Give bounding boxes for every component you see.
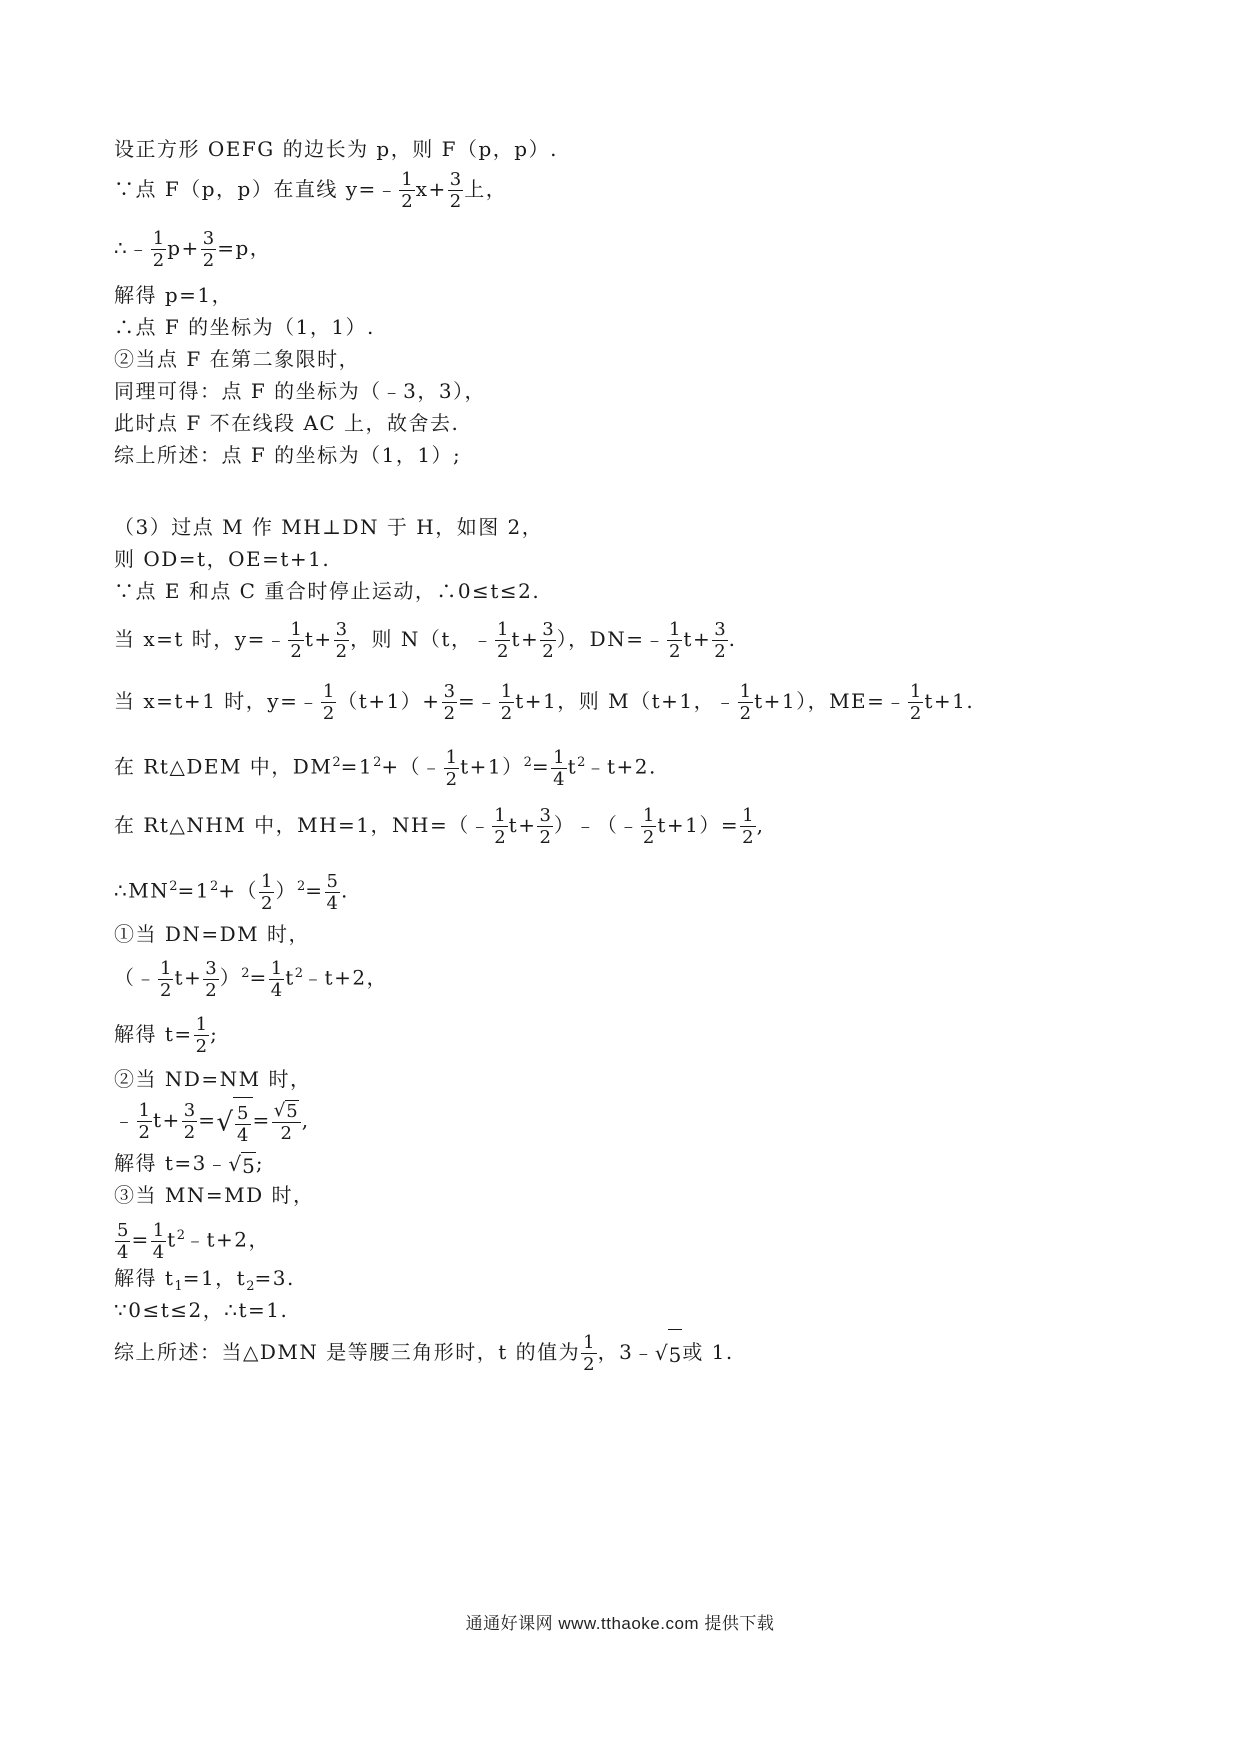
text-line: ∵0≤t≤2，∴t=1.: [114, 1298, 289, 1322]
fraction: $\frac{5}{4}$: [326, 870, 338, 914]
fraction: $\frac{1}{2}$: [401, 169, 413, 212]
fraction: $\frac{3}{2}$: [183, 1100, 196, 1143]
fraction: $\frac{1}{2}$: [138, 1100, 150, 1143]
fraction: $\frac{3}{2}$: [542, 619, 554, 662]
fraction: $\frac{1}{4}$: [553, 746, 565, 790]
fraction: $\frac{1}{2}$: [583, 1332, 595, 1375]
fraction: $\frac{1}{2}$: [642, 805, 655, 848]
text-line: （﹣ $\frac{1}{2}$ t+ $\frac{3}{2}$ ）$^2$= $\frac{1}{4}$ $t^2﹣t+2$，: [114, 957, 389, 1001]
fraction: $\frac{3}{2}$: [449, 169, 462, 212]
fraction: $\frac{1}{2}$: [445, 746, 458, 790]
text-line: 此时点 F 不在线段 AC 上，故舍去.: [114, 411, 460, 435]
text-line: （3）过点 M 作 MH⊥DN 于 H，如图 2，: [114, 515, 544, 539]
text-line: 当 x=t+1 时，y=﹣ $\frac{1}{2}$ （t+1）+ $\frac{3}{2}$ =﹣ $\frac{1}{2}$ t+1，则 M（t+1，﹣ $\frac{1}{2}$ t+1），ME=﹣ $\frac{1}{2}$ t+1.: [114, 681, 975, 724]
square-root: √5: [228, 1151, 255, 1178]
fraction: $\frac{1}{2}$: [261, 870, 273, 914]
fraction: $\frac{1}{2}$: [668, 619, 681, 662]
fraction: $\frac{3}{2}$: [714, 619, 726, 662]
fraction: $\frac{1}{2}$: [290, 619, 302, 662]
text-line: 解得 $t_1=1$，$t_2=3$.: [114, 1266, 295, 1294]
fraction: $\frac{1}{4}$: [270, 957, 283, 1001]
text-line: ②当 ND=NM 时，: [114, 1067, 312, 1091]
fraction: $\frac{1}{2}$: [160, 957, 172, 1001]
fraction: $\frac{1}{2}$: [322, 681, 335, 724]
fraction: $\frac{1}{2}$: [739, 681, 752, 724]
square-root: √5: [273, 1099, 298, 1122]
text-line: ∵点 E 和点 C 重合时停止运动，∴0≤t≤2.: [114, 579, 541, 603]
fraction: $\frac{1}{2}$: [500, 681, 513, 724]
text-line: 在 Rt△DEM 中，$DM^2=1^2+(﹣$ $\frac{1}{2}$ t+1）$^2$= $\frac{1}{4}$ $t^2﹣t+2$.: [114, 746, 657, 790]
fraction: $\frac{3}{2}$: [539, 805, 551, 848]
fraction: $\frac{1}{2}$: [909, 681, 922, 724]
fraction: $\frac{1}{4}$: [152, 1219, 165, 1263]
text-line: 综上所述：当△DMN 是等腰三角形时，t 的值为 $\frac{1}{2}$ ，3﹣√5或 1.: [114, 1327, 734, 1380]
square-root: √ $\frac{5}{4}$: [216, 1096, 252, 1148]
text-line: 解得 t= $\frac{1}{2}$ ;: [114, 1014, 219, 1057]
text-line: 解得 t=3﹣√5;: [114, 1151, 265, 1178]
fraction: $\frac{1}{2}$: [195, 1014, 208, 1057]
text-line: ∴﹣ $\frac{1}{2}$ p+ $\frac{3}{2}$ =p，: [114, 228, 272, 271]
text-line: ∴点 F 的坐标为（1，1）.: [114, 315, 375, 339]
fraction: $\frac{1}{2}$: [152, 228, 165, 271]
text-line: $\frac{5}{4}$ = $\frac{1}{4}$ $t^2﹣t+2$，: [117, 1219, 271, 1263]
fraction: $\frac{1}{2}$: [494, 805, 506, 848]
fraction: $\frac{3}{2}$: [335, 619, 348, 662]
fraction: $\frac{5}{4}$: [237, 1102, 249, 1146]
fraction: $\frac{3}{2}$: [443, 681, 456, 724]
fraction: $\frac{1}{2}$: [496, 619, 509, 662]
fraction: $\frac{1}{2}$: [742, 805, 754, 848]
text-line: ∵点 F（p，p）在直线 y=﹣ $\frac{1}{2}$ x+ $\frac{3}{2}$ 上，: [114, 169, 508, 212]
text-line: 在 Rt△NHM 中，MH=1，NH=（﹣ $\frac{1}{2}$ t+ $\frac{3}{2}$ ）﹣（﹣ $\frac{1}{2}$ t+1）= $\frac{1}{2}$ ,: [114, 805, 765, 848]
fraction: $\frac{3}{2}$: [205, 957, 217, 1001]
text-line: ③当 MN=MD 时，: [114, 1183, 315, 1207]
fraction: $\frac{√5}{2}$: [272, 1100, 301, 1144]
text-line: 解得 p=1，: [114, 283, 234, 307]
text-line: 则 OD=t，OE=t+1.: [114, 547, 331, 571]
fraction: $\frac{3}{2}$: [202, 228, 215, 271]
text-line: 同理可得：点 F 的坐标为（﹣3，3），: [114, 379, 487, 403]
fraction: $\frac{5}{4}$: [117, 1219, 129, 1263]
text-line: 综上所述：点 F 的坐标为（1，1）;: [114, 443, 462, 467]
text-line: ①当 DN=DM 时，: [114, 922, 311, 946]
page-footer: 通通好课网 www.tthaoke.com 提供下载: [465, 1614, 775, 1633]
text-line: ②当点 F 在第二象限时，: [114, 347, 361, 371]
text-line: $\therefore MN^2=1^2+$（ $\frac{1}{2}$ ）$^2$= $\frac{5}{4}$ .: [114, 870, 349, 914]
text-line: 设正方形 OEFG 的边长为 p，则 F（p，p）.: [114, 137, 558, 161]
square-root: √5: [655, 1328, 682, 1380]
text-line: ﹣ $\frac{1}{2}$ t+ $\frac{3}{2}$ =√ $\frac{5}{4}$ = $\frac{√5}{2}$ ,: [114, 1095, 310, 1148]
text-line: 当 x=t 时，y=﹣ $\frac{1}{2}$ t+ $\frac{3}{2}$ ，则 N（t，﹣ $\frac{1}{2}$ t+ $\frac{3}{2}$ ），DN=﹣ $\frac{1}{2}$ t+ $\frac{3}{2}$ .: [114, 619, 737, 662]
